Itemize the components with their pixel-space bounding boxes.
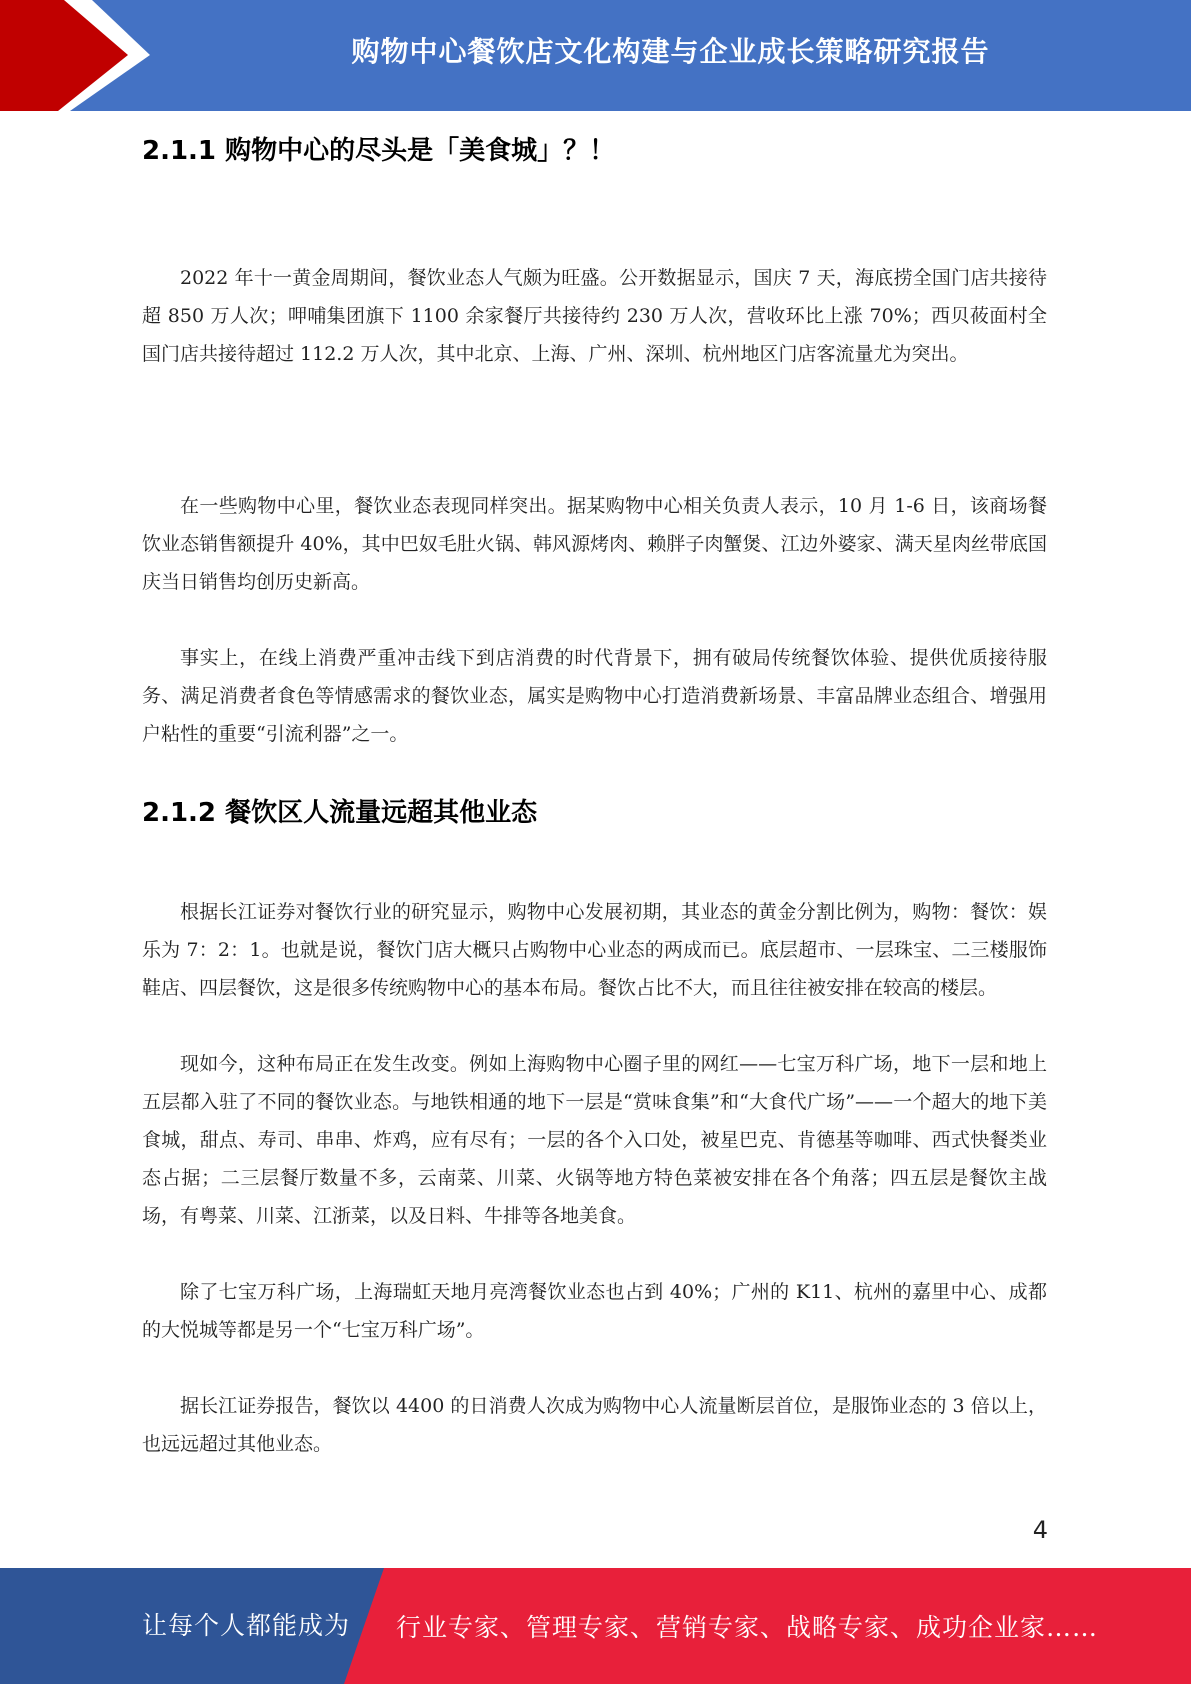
page-number: 4 (1032, 1516, 1048, 1544)
paragraph: 根据长江证券对餐饮行业的研究显示，购物中心发展初期，其业态的黄金分割比例为，购物：餐饮：娱乐为 7：2：1。也就是说，餐饮门店大概只占购物中心业态的两成而已。底层超市、一层珠宝、二三楼服饰鞋店、四层餐饮，这是很多传统购物中心的基本布局。餐饮占比不大，而且往往被安排在较高的楼层。 (142, 901, 1047, 999)
section-heading-2-1-1: 2.1.1 购物中心的尽头是「美食城」？！ (142, 136, 616, 166)
header-title: 购物中心餐饮店文化构建与企业成长策略研究报告 (351, 35, 990, 68)
paragraph: 在一些购物中心里，餐饮业态表现同样突出。据某购物中心相关负责人表示，10 月 1-6 日，该商场餐饮业态销售额提升 40%，其中巴奴毛肚火锅、韩风源烤肉、赖胖子肉蟹煲、江边外婆家、满天星肉丝带底国庆当日销售均创历史新高。 (142, 495, 1047, 593)
paragraph: 2022 年十一黄金周期间，餐饮业态人气颇为旺盛。公开数据显示，国庆 7 天，海底捞全国门店共接待超 850 万人次；呷哺集团旗下 1100 余家餐厅共接待约 230 万人次，营收环比上涨 70%；西贝莜面村全国门店共接待超过 112.2 万人次，其中北京、上海、广州、深圳、杭州地区门店客流量尤为突出。 (142, 267, 1047, 365)
paragraph: 除了七宝万科广场，上海瑞虹天地月亮湾餐饮业态也占到 40%；广州的 K11、杭州的嘉里中心、成都的大悦城等都是另一个“七宝万科广场”。 (142, 1281, 1047, 1341)
header-chevron-icon (0, 0, 160, 111)
paragraph: 据长江证券报告，餐饮以 4400 的日消费人次成为购物中心人流量断层首位，是服饰业态的 3 倍以上，也远远超过其他业态。 (142, 1395, 1047, 1455)
report-body (142, 127, 1047, 1463)
footer-slogan-right: 行业专家、管理专家、营销专家、战略专家、成功企业家…… (396, 1613, 1099, 1642)
paragraph: 事实上，在线上消费严重冲击线下到店消费的时代背景下，拥有破局传统餐饮体验、提供优质接待服务、满足消费者食色等情感需求的餐饮业态，属实是购物中心打造消费新场景、丰富品牌业态组合、增强用户粘性的重要“引流利器”之一。 (142, 647, 1047, 745)
section-heading-2-1-2: 2.1.2 餐饮区人流量远超其他业态 (142, 798, 538, 828)
page-footer (0, 1568, 1191, 1684)
page-header (0, 0, 1191, 111)
paragraph: 现如今，这种布局正在发生改变。例如上海购物中心圈子里的网红——七宝万科广场，地下一层和地上五层都入驻了不同的餐饮业态。与地铁相通的地下一层是“赏味食集”和“大食代广场”——一个超大的地下美食城，甜点、寿司、串串、炸鸡，应有尽有；一层的各个入口处，被星巴克、肯德基等咖啡、西式快餐类业态占据；二三层餐厅数量不多，云南菜、川菜、火锅等地方特色菜被安排在各个角落；四五层是餐饮主战场，有粤菜、川菜、江浙菜，以及日料、牛排等各地美食。 (142, 1053, 1047, 1227)
footer-slogan-left: 让每个人都能成为 (142, 1611, 351, 1640)
